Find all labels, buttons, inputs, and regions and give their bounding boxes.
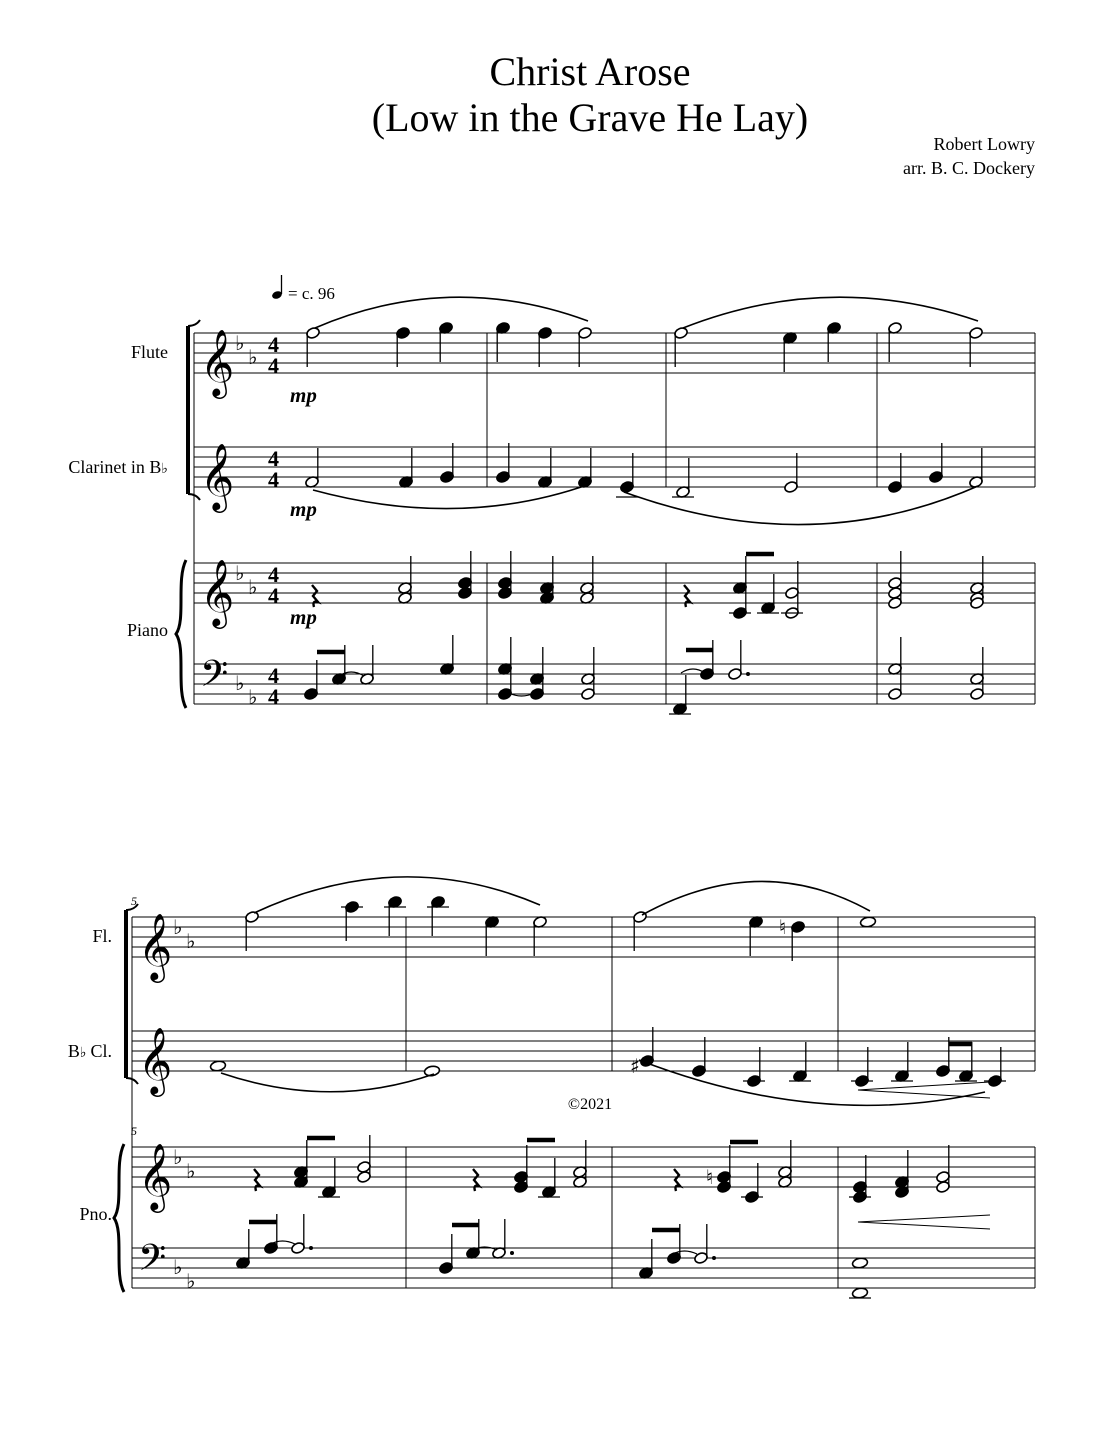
time-sig-top: 4	[268, 446, 279, 471]
flat-icon: ♭	[173, 1145, 183, 1169]
time-sig-top: 4	[268, 332, 279, 357]
slur	[313, 484, 590, 509]
dot	[712, 1256, 716, 1260]
treble-clef-icon: 𝄞	[200, 442, 235, 510]
quarter-rest-icon	[473, 1169, 479, 1191]
bass-clef-icon: 𝄢	[200, 653, 229, 704]
bass-clef-icon: 𝄢	[138, 1237, 167, 1288]
sharp-icon: ♯	[630, 1054, 640, 1078]
flat-icon: ♭	[173, 915, 183, 939]
time-sig-top: 4	[268, 562, 279, 587]
dot	[309, 1246, 313, 1250]
composer: Robert Lowry	[933, 134, 1035, 154]
note-head	[852, 1287, 868, 1299]
time-sig-bottom: 4	[268, 684, 279, 709]
piano-treble-staff-1	[194, 563, 1035, 603]
treble-clef-icon: 𝄞	[138, 912, 173, 980]
natural-icon: ♮	[779, 915, 787, 939]
slur	[639, 1060, 985, 1105]
time-sig-top: 4	[268, 663, 279, 688]
slur	[642, 881, 870, 915]
treble-clef-icon: 𝄞	[138, 1026, 173, 1094]
label-piano: Piano	[126, 620, 168, 640]
system-2	[114, 904, 1035, 1292]
label-clarinet	[68, 457, 168, 477]
tempo-text: = c. 96	[288, 284, 335, 303]
dot	[510, 1251, 514, 1255]
flat-icon: ♭	[186, 1159, 196, 1183]
crescendo-hairpin	[858, 1215, 990, 1229]
flat-icon: ♭	[173, 1255, 183, 1279]
quarter-rest-icon	[312, 585, 318, 607]
dynamic-flute: mp	[290, 383, 317, 407]
arranger: arr. B. C. Dockery	[903, 158, 1035, 178]
label-clarinet-short-suffix: Cl.	[90, 1041, 112, 1061]
flat-icon: ♭	[248, 575, 258, 599]
flat-icon: ♭	[79, 1045, 87, 1061]
slur	[315, 297, 588, 328]
slur	[221, 1073, 434, 1092]
note-head	[860, 916, 876, 928]
quarter-rest-icon	[674, 1169, 680, 1191]
treble-clef-icon: 𝄞	[200, 328, 235, 396]
clarinet-staff-2	[132, 1031, 1035, 1071]
flute-staff-1	[194, 333, 1035, 373]
treble-clef-icon: 𝄞	[138, 1142, 173, 1210]
flat-icon: ♭	[186, 1269, 196, 1293]
flat-icon: ♭	[235, 331, 245, 355]
label-flute: Flute	[130, 342, 168, 362]
piano-bass-staff-1	[194, 664, 1035, 704]
flat-icon: ♭	[235, 671, 245, 695]
dot	[746, 672, 750, 676]
dynamic-clarinet: mp	[290, 497, 317, 521]
label-piano-short: Pno.	[79, 1204, 112, 1224]
note-head	[852, 1257, 868, 1269]
dynamic-piano: mp	[290, 605, 317, 629]
quarter-rest-icon	[684, 585, 690, 607]
label-flute-short: Fl.	[92, 926, 112, 946]
flat-icon: ♭	[186, 929, 196, 953]
quarter-rest-icon	[254, 1169, 260, 1191]
piano-bass-staff-2	[132, 1248, 1035, 1288]
time-sig-bottom: 4	[268, 467, 279, 492]
flat-icon: ♭	[248, 345, 258, 369]
flat-icon: ♭	[248, 685, 258, 709]
measure-number: 5	[131, 894, 137, 908]
flute-staff-2	[132, 917, 1035, 957]
label-clarinet-short-b: B	[67, 1041, 80, 1061]
label-clarinet-text: Clarinet in B	[68, 457, 162, 477]
treble-clef-icon: 𝄞	[200, 558, 235, 626]
clarinet-staff-1	[194, 447, 1035, 487]
note-head	[210, 1060, 226, 1072]
slur	[683, 297, 978, 328]
time-sig-bottom: 4	[268, 583, 279, 608]
copyright: ©2021	[567, 1096, 613, 1113]
natural-icon: ♮	[706, 1165, 714, 1189]
notes-layer	[210, 321, 1006, 1298]
title-line-1: Christ Arose	[489, 49, 691, 94]
flat-icon: ♭	[235, 561, 245, 585]
flat-icon: ♭	[161, 461, 168, 477]
measure-number: 5	[131, 1124, 137, 1138]
title-line-2: (Low in the Grave He Lay)	[371, 95, 809, 140]
label-clarinet-short	[68, 1041, 112, 1061]
time-sig-bottom: 4	[268, 353, 279, 378]
